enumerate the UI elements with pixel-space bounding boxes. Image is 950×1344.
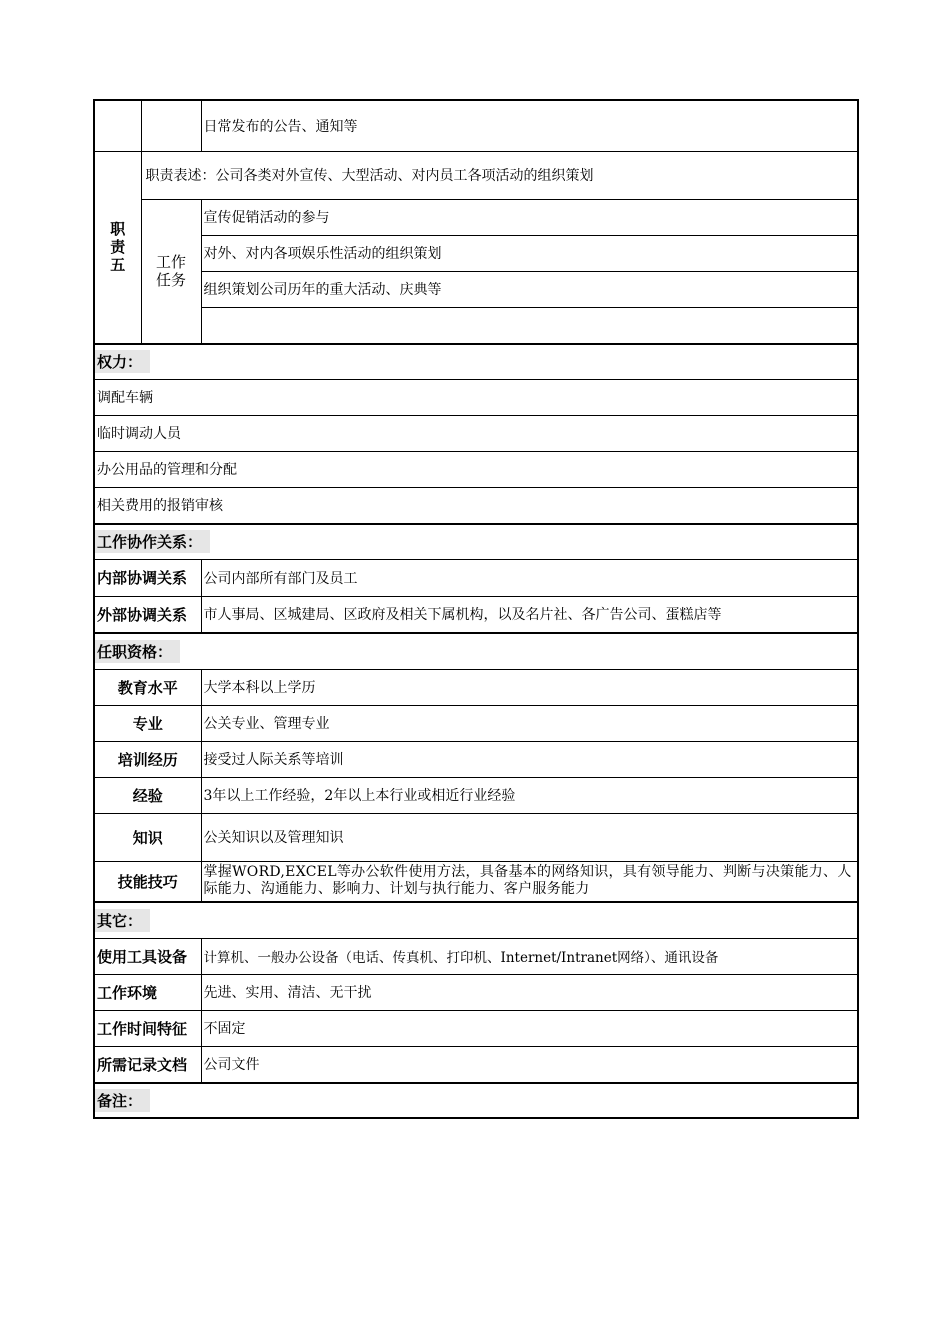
other-label-tools: 使用工具设备: [94, 938, 201, 974]
job-description-table: [93, 99, 859, 1119]
qualification-value-training: 接受过人际关系等培训: [201, 741, 858, 777]
other-label-documents: 所需记录文档: [94, 1046, 201, 1083]
duty5-task-1: 宣传促销活动的参与: [201, 199, 858, 235]
power-row: [94, 487, 858, 524]
qualification-label-training: 培训经历: [94, 741, 201, 777]
remark-header-cell: [94, 1083, 858, 1118]
duty5-tasks-label-text: 工作 任务: [155, 253, 186, 290]
prev-duty-label-cell: [94, 100, 141, 151]
duty5-description-row: [94, 151, 858, 199]
qualification-row: [94, 669, 858, 705]
cooperation-value-external: 市人事局、区城建局、区政府及相关下属机构，以及名片社、各广告公司、蛋糕店等: [201, 596, 858, 633]
cooperation-header-cell: [94, 524, 858, 559]
other-row: [94, 1046, 858, 1083]
qualification-label-knowledge: 知识: [94, 813, 201, 861]
prev-duty-task: 日常发布的公告、通知等: [201, 100, 858, 151]
duty5-label-text: 职 责 五: [110, 220, 126, 275]
duty5-tasks-label: [141, 199, 201, 344]
qualification-header-cell: [94, 633, 858, 669]
other-label-environment: 工作环境: [94, 974, 201, 1010]
other-row: [94, 974, 858, 1010]
other-value-worktime: 不固定: [201, 1010, 858, 1046]
other-label-worktime: 工作时间特征: [94, 1010, 201, 1046]
power-row: [94, 415, 858, 451]
qualification-row: [94, 777, 858, 813]
qualification-title: 任职资格：: [95, 640, 180, 663]
other-title: 其它：: [95, 909, 150, 932]
qualification-row: [94, 741, 858, 777]
power-item-3: 办公用品的管理和分配: [94, 451, 858, 487]
qualification-label-major: 专业: [94, 705, 201, 741]
qualification-value-education: 大学本科以上学历: [201, 669, 858, 705]
cooperation-value-internal: 公司内部所有部门及员工: [201, 559, 858, 596]
cooperation-label-internal: 内部协调关系: [94, 559, 201, 596]
duty5-description: 职责表述：公司各类对外宣传、大型活动、对内员工各项活动的组织策划: [141, 151, 858, 199]
qualification-value-skills: 掌握WORD,EXCEL等办公软件使用方法，具备基本的网络知识，具有领导能力、判断与决策能力、人际能力、沟通能力、影响力、计划与执行能力、客户服务能力: [201, 861, 858, 902]
duty5-task-row: [94, 235, 858, 271]
duty5-task-2: 对外、对内各项娱乐性活动的组织策划: [201, 235, 858, 271]
power-header-cell: [94, 344, 858, 379]
cooperation-header-row: [94, 524, 858, 559]
other-value-documents: 公司文件: [201, 1046, 858, 1083]
power-header-row: [94, 344, 858, 379]
other-value-environment: 先进、实用、清洁、无干扰: [201, 974, 858, 1010]
duty5-task-4: [201, 307, 858, 344]
qualification-row: [94, 705, 858, 741]
qualification-label-skills: 技能技巧: [94, 861, 201, 902]
other-row: [94, 1010, 858, 1046]
duty5-task-row: [94, 307, 858, 344]
job-description-sheet: [93, 99, 857, 1119]
other-header-cell: [94, 902, 858, 938]
power-item-2: 临时调动人员: [94, 415, 858, 451]
other-row: [94, 938, 858, 974]
remark-row: [94, 1083, 858, 1118]
qualification-value-experience: 3年以上工作经验，2年以上本行业或相近行业经验: [201, 777, 858, 813]
power-row: [94, 379, 858, 415]
qualification-value-major: 公关专业、管理专业: [201, 705, 858, 741]
cooperation-row: [94, 559, 858, 596]
other-value-tools: 计算机、一般办公设备（电话、传真机、打印机、Internet/Intranet网络）、通讯设备: [201, 938, 858, 974]
qualification-value-knowledge: 公关知识以及管理知识: [201, 813, 858, 861]
prev-duty-row: [94, 100, 858, 151]
qualification-header-row: [94, 633, 858, 669]
qualification-row: [94, 861, 858, 902]
cooperation-label-external: 外部协调关系: [94, 596, 201, 633]
remark-title: 备注：: [95, 1089, 150, 1112]
prev-duty-tasks-label-cell: [141, 100, 201, 151]
qualification-label-experience: 经验: [94, 777, 201, 813]
power-row: [94, 451, 858, 487]
other-header-row: [94, 902, 858, 938]
qualification-row: [94, 813, 858, 861]
duty5-label: [94, 151, 141, 344]
power-item-4: 相关费用的报销审核: [94, 487, 858, 524]
duty5-task-3: 组织策划公司历年的重大活动、庆典等: [201, 271, 858, 307]
duty5-task-row: [94, 199, 858, 235]
cooperation-row: [94, 596, 858, 633]
duty5-task-row: [94, 271, 858, 307]
cooperation-title: 工作协作关系：: [95, 530, 210, 553]
power-title: 权力：: [95, 350, 150, 373]
qualification-label-education: 教育水平: [94, 669, 201, 705]
power-item-1: 调配车辆: [94, 379, 858, 415]
